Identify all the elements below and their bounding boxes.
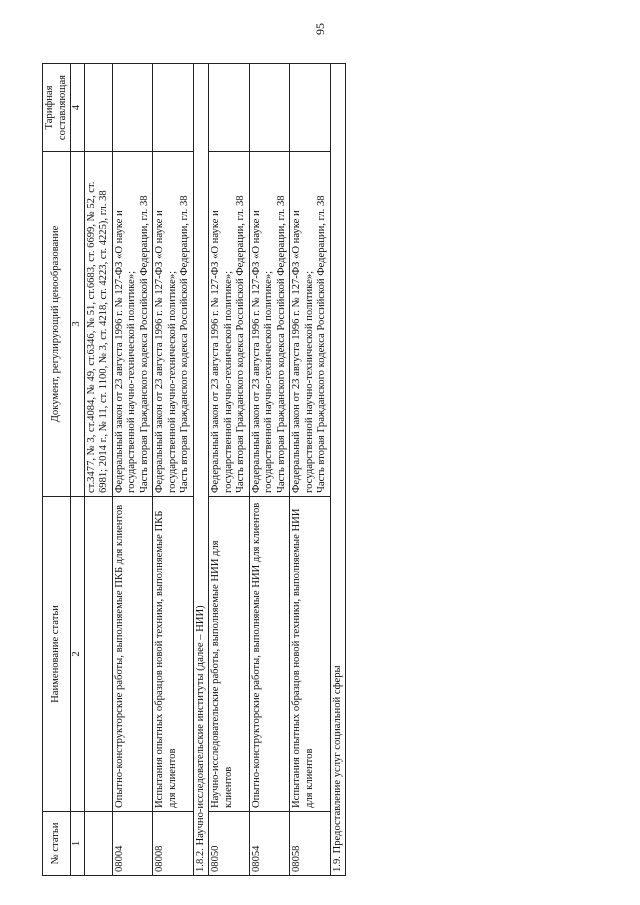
table-row xyxy=(153,64,194,876)
article-code: 08050 xyxy=(209,812,250,876)
section-title: 1.9. Предоставление услуг социальной сферы xyxy=(330,64,346,876)
pricing-document: Федеральный закон от 23 августа 1996 г. № 127-ФЗ «О науке и государственной научно-технической политике»; Часть вторая Гражданского кодекса Российской Федерации, гл. 38 xyxy=(112,152,153,497)
header-article-number: № статьи xyxy=(43,812,71,876)
page-number: 95 xyxy=(313,23,327,35)
tariff-component xyxy=(112,64,153,152)
article-name: Опытно-конструкторские работы, выполняемые НИИ для клиентов xyxy=(249,497,290,812)
pricing-document: Федеральный закон от 23 августа 1996 г. № 127-ФЗ «О науке и государственной научно-технической политике»; Часть вторая Гражданского кодекса Российской Федерации, гл. 38 xyxy=(249,152,290,497)
column-index-row xyxy=(71,64,85,876)
article-code: 08058 xyxy=(290,812,331,876)
article-name xyxy=(84,497,112,812)
pricing-document: ст.3477, № 3, ст.4084, № 49, ст.6346, № 51, ст.6683, ст. 6699, № 52, ст. 6981; 2014 г., № 11, ст. 1100, № 3, ст. 4218, ст. 4223, ст. 4225), гл. 38 xyxy=(84,152,112,497)
article-name: Испытания опытных образцов новой техники, выполняемые НИИ для клиентов xyxy=(290,497,331,812)
article-code: 08054 xyxy=(249,812,290,876)
header-pricing-document: Документ, регулирующий ценообразование xyxy=(43,152,71,497)
pricing-document: Федеральный закон от 23 августа 1996 г. № 127-ФЗ «О науке и государственной научно-технической политике»; Часть вторая Гражданского кодекса Российской Федерации, гл. 38 xyxy=(290,152,331,497)
article-code: 08004 xyxy=(112,812,153,876)
column-index: 4 xyxy=(71,64,85,152)
tariff-component xyxy=(153,64,194,152)
rotated-table-container xyxy=(42,64,580,876)
tariff-component xyxy=(290,64,331,152)
tariff-component xyxy=(209,64,250,152)
table-row xyxy=(112,64,153,876)
pricing-document: Федеральный закон от 23 августа 1996 г. № 127-ФЗ «О науке и государственной научно-технической политике»; Часть вторая Гражданского кодекса Российской Федерации, гл. 38 xyxy=(209,152,250,497)
section-row-social xyxy=(330,64,346,876)
pricing-document: Федеральный закон от 23 августа 1996 г. № 127-ФЗ «О науке и государственной научно-технической политике»; Часть вторая Гражданского кодекса Российской Федерации, гл. 38 xyxy=(153,152,194,497)
rotated-sheet xyxy=(42,64,580,876)
column-index: 1 xyxy=(71,812,85,876)
article-name: Опытно-конструкторские работы, выполняемые ПКБ для клиентов xyxy=(112,497,153,812)
article-code xyxy=(84,812,112,876)
column-index: 3 xyxy=(71,152,85,497)
article-code: 08008 xyxy=(153,812,194,876)
tariff-component xyxy=(249,64,290,152)
tariff-component xyxy=(84,64,112,152)
section-title: 1.8.2. Научно-исследовательские институты (далее – НИИ) xyxy=(193,64,209,876)
pricing-articles-table xyxy=(42,63,346,876)
header-row xyxy=(43,64,71,876)
header-tariff-component: Тарифная составляющая xyxy=(43,64,71,152)
article-name: Научно-исследовательские работы, выполняемые НИИ для клиентов xyxy=(209,497,250,812)
column-index: 2 xyxy=(71,497,85,812)
table-row xyxy=(209,64,250,876)
table-row xyxy=(290,64,331,876)
table-row xyxy=(84,64,112,876)
header-article-name: Наименование статьи xyxy=(43,497,71,812)
article-name: Испытания опытных образцов новой техники, выполняемые ПКБ для клиентов xyxy=(153,497,194,812)
table-row xyxy=(249,64,290,876)
page-number-wrap xyxy=(300,14,340,44)
section-row-nii xyxy=(193,64,209,876)
